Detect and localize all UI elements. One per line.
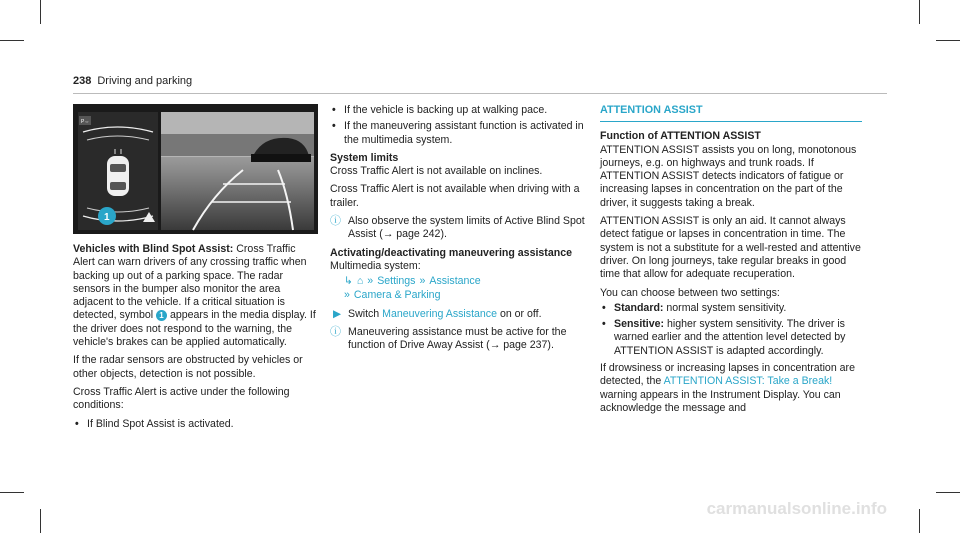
menu-camera-parking: Camera & Parking xyxy=(353,288,441,301)
list-item: • If Blind Spot Assist is activated. xyxy=(73,418,318,431)
column-left xyxy=(73,243,318,434)
note xyxy=(330,326,585,353)
paragraph-blind-spot xyxy=(73,243,318,349)
crop-mark xyxy=(40,509,41,533)
setting-label: Sensitive: xyxy=(614,318,665,331)
crop-mark xyxy=(936,492,960,493)
paragraph-function: ATTENTION ASSIST assists you on long, monotonous journeys, e.g. on highways and trunk roads. If ATTENTION ASSIST detects indicators of fatigue or increasing lapses in concentration on the part of the driver, it suggests taking a break. xyxy=(600,143,857,209)
paragraph-drowsiness xyxy=(600,362,862,415)
text: Cross Traffic Alert can warn drivers of any crossing traffic when backing up out of a parking space. The radar sensors in the bumper also monitor the area adjacent to the vehicle. If a critical situation is detected, symbol xyxy=(73,243,307,322)
text: appears in the media display. If the driver does not respond to the warning, the vehicle's brakes can be applied automatically. xyxy=(73,309,316,349)
column-right xyxy=(600,104,862,420)
subheading-system-limits: System limits xyxy=(330,151,399,164)
page-number: 238 xyxy=(73,75,92,87)
note xyxy=(330,215,585,242)
text: normal system sensitivity. xyxy=(663,301,787,314)
take-a-break-message: ATTENTION ASSIST: Take a Break! xyxy=(663,375,833,388)
mode-label: P⇔ xyxy=(81,119,90,125)
paragraph-limits-1: Cross Traffic Alert is not available on inclines. xyxy=(330,165,543,178)
list-item xyxy=(600,318,862,358)
callout-badge-inline: 1 xyxy=(156,310,167,321)
chevron-right-icon: » xyxy=(367,275,374,288)
list-item: • If the maneuvering assistant function is activated in the multimedia system. xyxy=(330,120,585,147)
text: Switch xyxy=(348,307,383,320)
page-header xyxy=(73,75,192,87)
text: on or off. xyxy=(497,307,542,320)
text: higher system sensitivity. The driver is warned earlier and the attention level detected by ATTENTION ASSIST is adapted accordingly. xyxy=(614,318,846,357)
callout-number: 1 xyxy=(104,212,110,223)
text: warning appears in the Instrument Display. You can acknowledge the message and xyxy=(600,388,841,414)
home-icon: ⌂ xyxy=(356,275,364,288)
setting-label: Standard: xyxy=(614,301,664,314)
crop-mark xyxy=(40,0,41,24)
paragraph-obstructed: If the radar sensors are obstructed by vehicles or other objects, detection is not possible. xyxy=(73,354,303,380)
subheading-blind-spot: Vehicles with Blind Spot Assist: xyxy=(73,243,234,255)
list-item xyxy=(600,302,862,315)
paragraph-limits-2: Cross Traffic Alert is not available when driving with a trailer. xyxy=(330,183,580,209)
paragraph-conditions: Cross Traffic Alert is active under the following conditions: xyxy=(73,385,290,412)
note-text: Maneuvering assistance must be active for the function of Drive Away Assist (→ page 237). xyxy=(348,326,567,352)
subheading-activating: Activating/deactivating maneuvering assistance xyxy=(330,246,572,259)
vehicle-top-view-icon xyxy=(107,156,129,196)
menu-path xyxy=(330,275,585,302)
chevron-right-icon: » xyxy=(419,275,426,288)
crop-mark xyxy=(0,40,24,41)
parking-camera-figure xyxy=(73,104,318,234)
header-rule xyxy=(73,93,887,94)
subheading-function: Function of ATTENTION ASSIST xyxy=(600,130,761,143)
paragraph-multimedia: Multimedia system: xyxy=(330,259,421,272)
watermark: carmanualsonline.info xyxy=(706,499,887,518)
paragraph-settings: You can choose between two settings: xyxy=(600,286,780,299)
list-item: • If the vehicle is backing up at walking pace. xyxy=(330,104,585,117)
crop-mark xyxy=(0,492,24,493)
return-arrow-icon: ↳ xyxy=(344,275,353,288)
info-icon: ⓘ xyxy=(330,215,341,228)
action-arrow-icon: ▶ xyxy=(333,307,342,320)
crop-mark xyxy=(919,509,920,533)
section-title: ATTENTION ASSIST xyxy=(600,104,862,122)
crop-mark xyxy=(919,0,920,24)
column-middle xyxy=(330,104,585,358)
maneuvering-assistance-link: Maneuvering Assistance xyxy=(382,307,497,320)
section-name: Driving and parking xyxy=(97,75,193,87)
info-icon: ⓘ xyxy=(330,326,341,339)
action-step xyxy=(330,308,585,321)
text: If drowsiness or increasing lapses in concentration are detected, the xyxy=(600,362,855,388)
paragraph-aid: ATTENTION ASSIST is only an aid. It cannot always detect fatigue or lapses in concentration in time. The system is not a substitute for a well-rested and attentive driver. On long journeys, take regular breaks in good time that allow for adequate recuperation. xyxy=(600,215,861,281)
menu-assistance: Assistance xyxy=(429,275,481,288)
menu-settings: Settings xyxy=(377,275,416,288)
note-text: Also observe the system limits of Active Blind Spot Assist (→ page 242). xyxy=(348,215,585,241)
crop-mark xyxy=(936,40,960,41)
chevron-right-icon: » xyxy=(344,288,350,301)
